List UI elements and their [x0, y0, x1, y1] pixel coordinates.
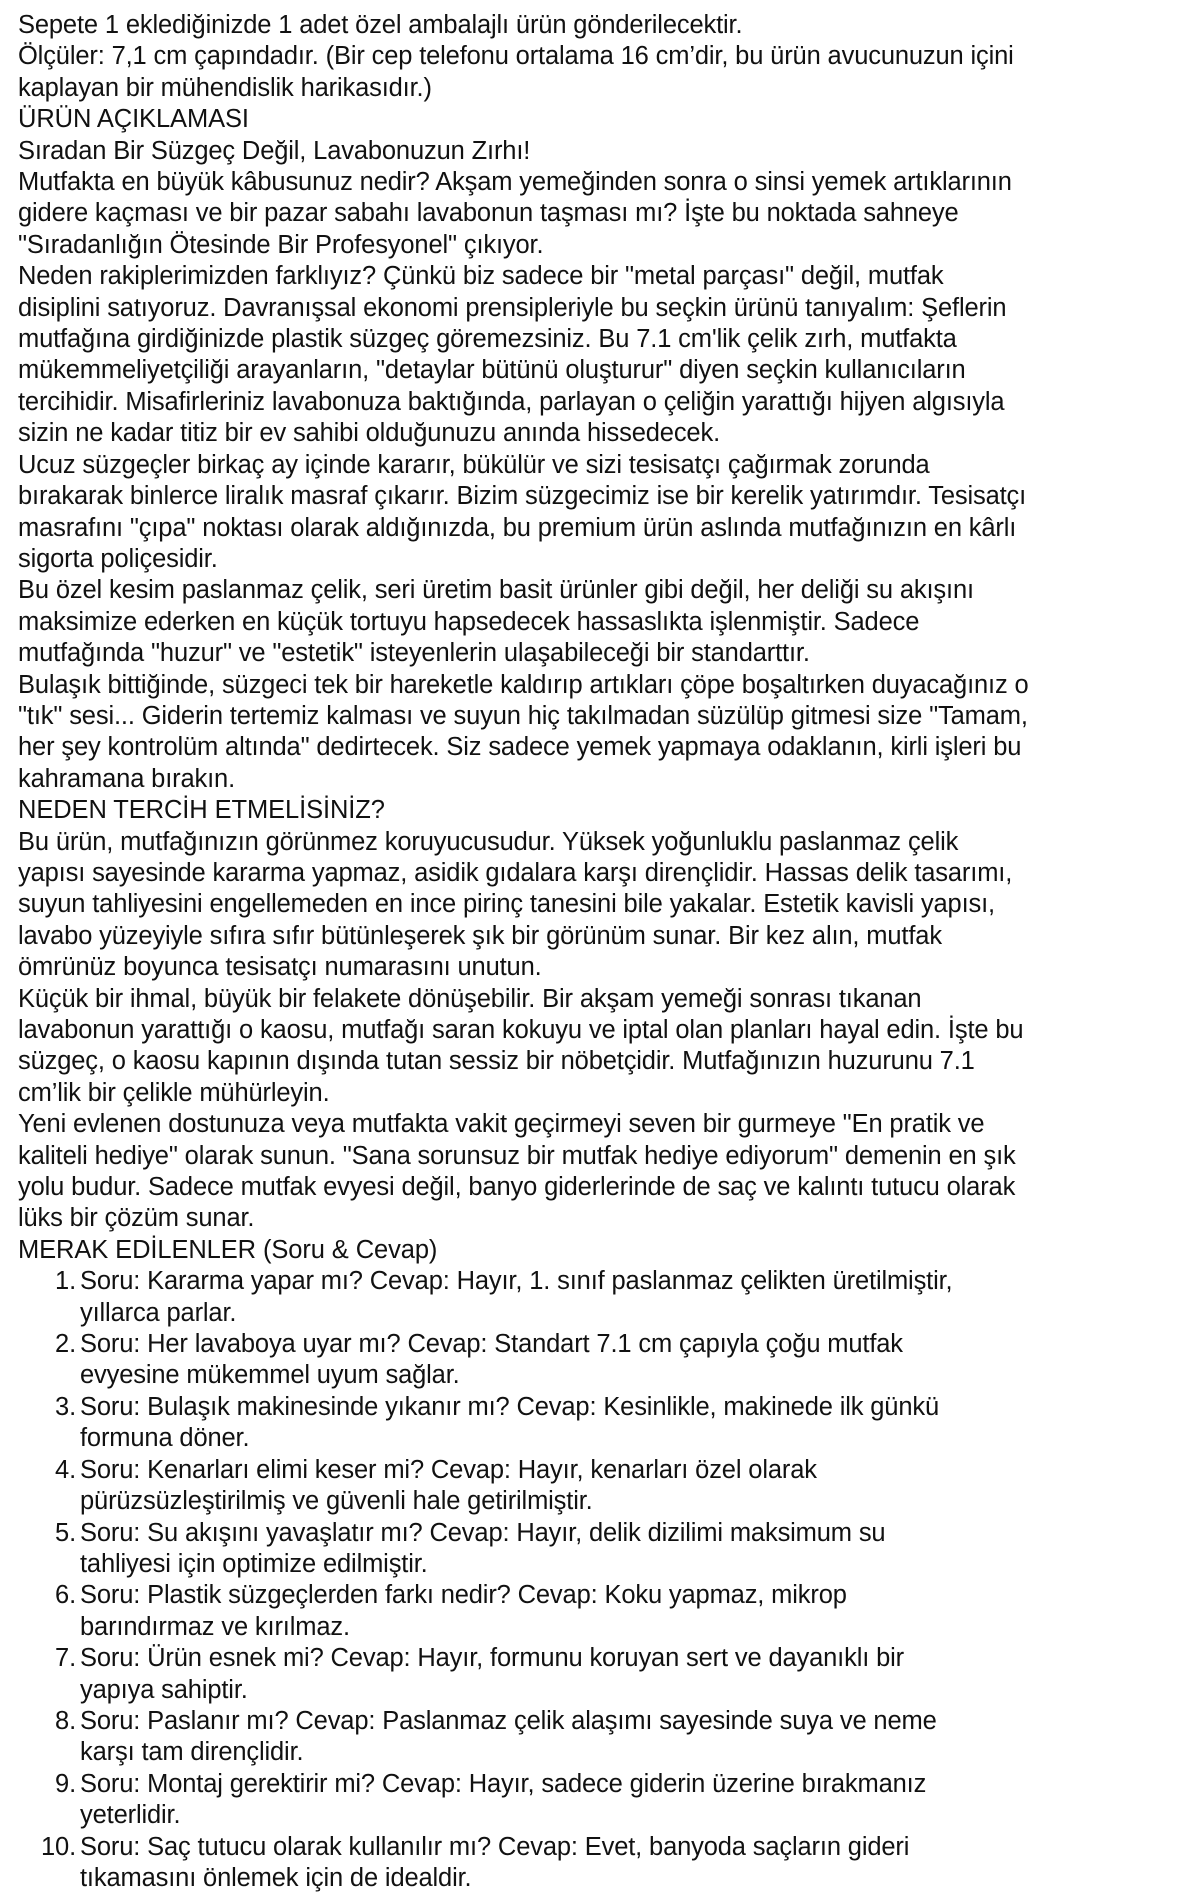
intro-line-shipping: Sepete 1 eklediğinizde 1 adet özel ambalajlı ürün gönderilecektir. — [18, 11, 743, 39]
faq-item-text: Soru: Kararma yapar mı? Cevap: Hayır, 1. sınıf paslanmaz çelikten üretilmiştir, yıllarca parlar. — [80, 1267, 953, 1327]
section-heading-why-choose: NEDEN TERCİH ETMELİSİNİZ? — [18, 796, 385, 825]
body-paragraph-differentiation: Neden rakiplerimizden farklıyız? Çünkü biz sadece bir "metal parçası" değil, mutfak disiplini satıyoruz. Davranışsal ekonomi prensipleriyle bu seçkin ürünü tanıyalım: Şeflerin mutfağına girdiğinizde plastik süzgeç göremezsiniz. Bu 7.1 cm'lik çelik zırh, mutfakta mükemmeliyetçiliği arayanların, "detaylar bütünü oluşturur" diyen seçkin kullanıcıların tercihidir. Misafirleriniz lavabonuza baktığında, parlayan o çeliğin yarattığı hijyen algısıyla sizin ne kadar titiz bir ev sahibi olduğunuzu anında hissedecek. — [18, 262, 1007, 448]
body-paragraph-material-quality: Bu özel kesim paslanmaz çelik, seri üretim basit ürünler gibi değil, her deliği su akışını maksimize ederken en küçük tortuyu hapsedecek hassaslıkta işlenmiştir. Sadece mutfağında "huzur" ve "estetik" isteyenlerin ulaşabileceği bir standarttır. — [18, 576, 974, 668]
intro-line-dimensions: Ölçüler: 7,1 cm çapındadır. (Bir cep telefonu ortalama 16 cm’dir, bu ürün avucunuzun içini kaplayan bir mühendislik harikasıdır.) — [18, 42, 1014, 102]
faq-item-text: Soru: Su akışını yavaşlatır mı? Cevap: Hayır, delik dizilimi maksimum su tahliyesi için optimize edilmiştir. — [80, 1518, 886, 1578]
faq-item — [18, 1266, 968, 1329]
faq-item — [18, 1329, 968, 1392]
faq-item-text: Soru: Bulaşık makinesinde yıkanır mı? Cevap: Kesinlikle, makinede ilk günkü formuna döner. — [80, 1392, 940, 1453]
faq-item — [18, 1392, 968, 1455]
faq-item-text: Soru: Montaj gerektirir mi? Cevap: Hayır, sadece giderin üzerine bırakmanız yeterlidir. — [80, 1769, 927, 1830]
faq-item — [18, 1769, 968, 1832]
faq-item — [18, 1643, 968, 1706]
faq-item — [18, 1706, 968, 1769]
faq-item — [18, 1455, 968, 1518]
faq-item-text: Soru: Ürün esnek mi? Cevap: Hayır, formunu koruyan sert ve dayanıklı bir yapıya sahiptir. — [80, 1644, 904, 1704]
why-paragraph-invisible-protector: Bu ürün, mutfağınızın görünmez koruyucusudur. Yüksek yoğunluklu paslanmaz çelik yapısı sayesinde kararma yapmaz, asidik gıdalara karşı dirençlidir. Hassas delik tasarımı, suyun tahliyesini engellemeden en ince pirinç tanesini bile yakalar. Estetik kavisli yapısı, lavabo yüzeyiyle sıfıra sıfır bütünleşerek şık bir görünüm sunar. Bir kez alın, mutfak ömrünüz boyunca tesisatçı numarasını unutun. — [18, 827, 1013, 982]
body-paragraph-daily-use: Bulaşık bittiğinde, süzgeci tek bir hareketle kaldırıp artıkları çöpe boşaltırken duyacağınız o "tık" sesi... Giderin tertemiz kalması ve suyun hiç takılmadan süzülüp gitmesi size "Tamam, her şey kontrolüm altında" dedirtecek. Siz sadece yemek yapmaya odaklanın, kirli işleri bu kahramana bırakın. — [18, 670, 1029, 793]
faq-item-text: Soru: Paslanır mı? Cevap: Paslanmaz çelik alaşımı sayesinde suya ve neme karşı tam dirençlidir. — [80, 1706, 937, 1767]
faq-item-text: Soru: Kenarları elimi keser mi? Cevap: Hayır, kenarları özel olarak pürüzsüzleştirilmiş ve güvenli hale getirilmiştir. — [80, 1455, 817, 1516]
why-paragraph-gift-idea: Yeni evlenen dostunuza veya mutfakta vakit geçirmeyi seven bir gurmeye "En pratik ve kaliteli hediye" olarak sunun. "Sana sorunsuz bir mutfak hediye ediyorum" demenin en şık yolu budur. Sadece mutfak evyesi değil, banyo giderlerinde de saç ve kalıntı tutucu olarak lüks bir çözüm sunar. — [18, 1110, 1016, 1233]
section-heading-product-description: ÜRÜN AÇIKLAMASI — [18, 105, 249, 134]
product-tagline: Sıradan Bir Süzgeç Değil, Lavabonuzun Zırhı! — [18, 136, 531, 165]
faq-item — [18, 1518, 968, 1581]
faq-item-text: Soru: Her lavaboya uyar mı? Cevap: Standart 7.1 cm çapıyla çoğu mutfak evyesine mükemmel uyum sağlar. — [80, 1330, 903, 1390]
faq-item-text: Soru: Saç tutucu olarak kullanılır mı? Cevap: Evet, banyoda saçların gideri tıkamasını önlemek için de idealdir. — [80, 1832, 910, 1892]
body-paragraph-nightmare: Mutfakta en büyük kâbusunuz nedir? Akşam yemeğinden sonra o sinsi yemek artıklarının gidere kaçması ve bir pazar sabahı lavabonun taşması mı? İşte bu noktada sahneye "Sıradanlığın Ötesinde Bir Profesyonel" çıkıyor. — [18, 168, 1012, 259]
section-heading-faq: MERAK EDİLENLER (Soru & Cevap) — [18, 1235, 438, 1264]
faq-item — [18, 1580, 968, 1643]
faq-item — [18, 1832, 968, 1894]
body-paragraph-cost-comparison: Ucuz süzgeçler birkaç ay içinde kararır, bükülür ve sizi tesisatçı çağırmak zorunda bırakarak binlerce liralık masraf çıkarır. Bizim süzgecimiz ise bir kerelik yatırımdır. Tesisatçı masrafını "çıpa" noktası olarak aldığınızda, bu premium ürün aslında mutfağınızın en kârlı sigorta poliçesidir. — [18, 450, 1027, 573]
faq-item-text: Soru: Plastik süzgeçlerden farkı nedir? Cevap: Koku yapmaz, mikrop barındırmaz ve kırılmaz. — [80, 1581, 847, 1641]
why-paragraph-disaster-prevention: Küçük bir ihmal, büyük bir felakete dönüşebilir. Bir akşam yemeği sonrası tıkanan lavabonun yarattığı o kaosu, mutfağı saran kokuyu ve iptal olan planları hayal edin. İşte bu süzgeç, o kaosu kapının dışında tutan sessiz bir nöbetçidir. Mutfağınızın huzurunu 7.1 cm’lik bir çelikle mühürleyin. — [18, 984, 1024, 1107]
